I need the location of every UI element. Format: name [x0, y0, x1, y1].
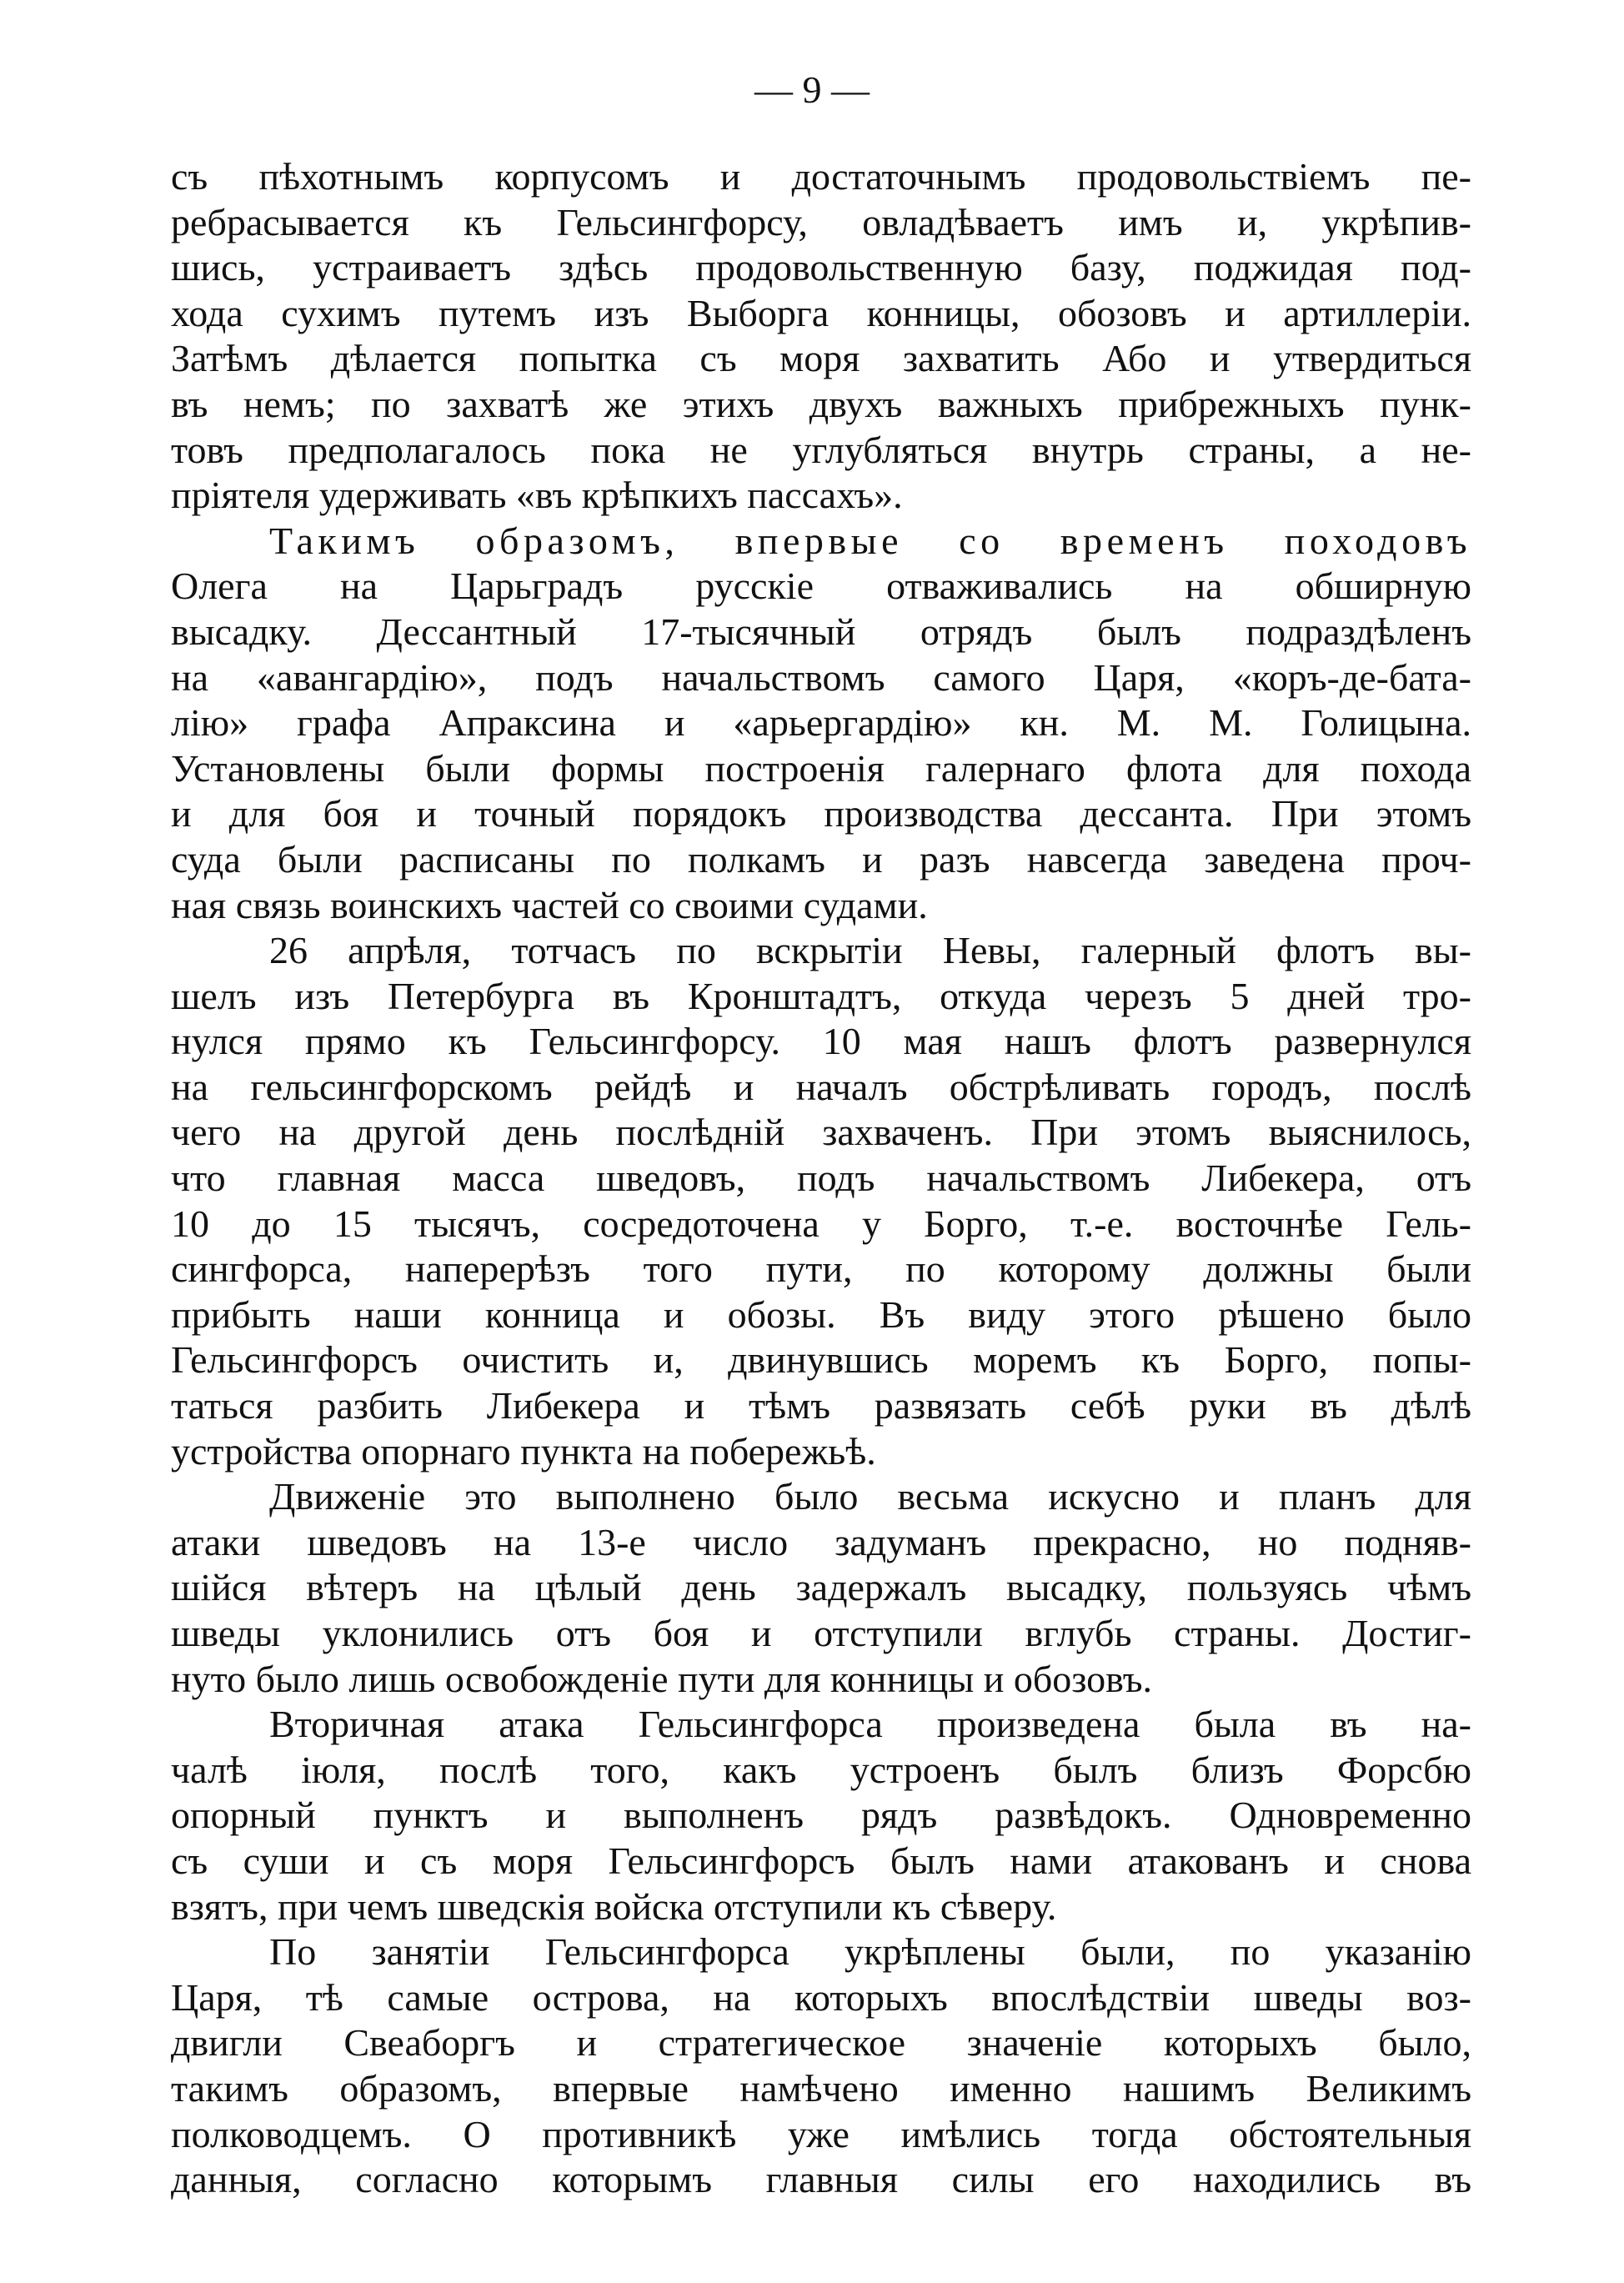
text-line: данныя, согласно которымъ главныя силы его находились въ — [171, 2158, 1471, 2201]
text-line: По занятіи Гельсингфорса укрѣплены были, по указанію — [269, 1930, 1471, 1974]
text-line: Гельсингфорсъ очистить и, двинувшись моремъ къ Борго, попы- — [171, 1338, 1471, 1382]
text-line: шелъ изъ Петербурга въ Кронштадтъ, откуда черезъ 5 дней тро- — [171, 974, 1471, 1017]
text-line: шведы уклонились отъ боя и отступили вглубь страны. Достиг- — [171, 1612, 1471, 1654]
text-line: что главная масса шведовъ, подъ начальствомъ Либекера, отъ — [171, 1157, 1471, 1200]
text-line: полководцемъ. О противникѣ уже имѣлись тогда обстоятельныя — [171, 2112, 1471, 2155]
text-line: устройства опорнаго пункта на побережьѣ. — [171, 1429, 876, 1473]
text-line: ребрасывается къ Гельсингфорсу, овладѣваетъ имъ и, укрѣпив- — [171, 200, 1471, 243]
text-line: Затѣмъ дѣлается попытка съ моря захватить Або и утвердиться — [171, 337, 1471, 380]
text-line: съ суши и съ моря Гельсингфорсъ былъ нами атакованъ и снова — [171, 1839, 1471, 1882]
text-line: шійся вѣтеръ на цѣлый день задержалъ высадку, пользуясь чѣмъ — [171, 1566, 1471, 1609]
text-line: двигли Свеаборгъ и стратегическое значеніе которыхъ было, — [171, 2021, 1471, 2065]
paragraph-1 — [171, 154, 1471, 519]
text-line: атаки шведовъ на 13-е число задуманъ прекрасно, но подняв- — [171, 1520, 1471, 1563]
text-line: прибыть наши конница и обозы. Въ виду этого рѣшено было — [171, 1292, 1471, 1336]
paragraph-6 — [171, 1929, 1471, 2203]
text-line: чего на другой день послѣдній захваченъ. При этомъ выяснилось, — [171, 1111, 1471, 1154]
paragraph-2 — [171, 519, 1471, 928]
text-line: въ немъ; по захватѣ же этихъ двухъ важныхъ прибрежныхъ пунк- — [171, 382, 1471, 425]
page-number: — 9 — — [754, 68, 870, 111]
paragraph-4 — [171, 1474, 1471, 1702]
text-line: чалѣ іюля, послѣ того, какъ устроенъ былъ близъ Форсбю — [171, 1748, 1471, 1791]
text-line: пріятеля удерживать «въ крѣпкихъ пассахъ». — [171, 474, 903, 517]
text-line: 10 до 15 тысячъ, сосредоточена у Борго, т.-е. восточнѣе Гель- — [171, 1202, 1471, 1245]
text-line: нулся прямо къ Гельсингфорсу. 10 мая нашъ флотъ развернулся — [171, 1020, 1471, 1063]
text-line: опорный пунктъ и выполненъ рядъ развѣдокъ. Одновременно — [171, 1794, 1471, 1837]
body-text — [171, 154, 1471, 2203]
text-line: съ пѣхотнымъ корпусомъ и достаточнымъ продовольствіемъ пе- — [171, 155, 1471, 198]
text-line: Установлены были формы построенія галернаго флота для похода — [171, 746, 1471, 790]
text-line: лію» графа Апраксина и «арьергардію» кн. М. М. Голицына. — [171, 701, 1471, 745]
text-line: Царя, тѣ самые острова, на которыхъ впослѣдствіи шведы воз- — [171, 1975, 1471, 2019]
text-line: хода сухимъ путемъ изъ Выборга конницы, обозовъ и артиллеріи. — [171, 291, 1471, 334]
text-line: высадку. Дессантный 17-тысячный отрядъ былъ подраздѣленъ — [171, 610, 1471, 653]
text-line: Вторичная атака Гельсингфорса произведена была въ на- — [269, 1703, 1471, 1746]
text-line: таться разбить Либекера и тѣмъ развязать себѣ руки въ дѣлѣ — [171, 1384, 1471, 1428]
text-line: суда были расписаны по полкамъ и разъ навсегда заведена проч- — [171, 837, 1471, 881]
text-line: 26 апрѣля, тотчасъ по вскрытіи Невы, галерный флотъ вы- — [269, 929, 1471, 972]
text-line: Движеніе это выполнено было весьма искусно и планъ для — [269, 1475, 1471, 1518]
text-line: нуто было лишь освобожденіе пути для конницы и обозовъ. — [171, 1657, 1153, 1700]
paragraph-3 — [171, 928, 1471, 1474]
text-line: товъ предполагалось пока не углубляться внутрь страны, а не- — [171, 428, 1471, 471]
text-line: на гельсингфорскомъ рейдѣ и началъ обстрѣливать городъ, послѣ — [171, 1065, 1471, 1108]
text-line: взятъ, при чемъ шведскія войска отступили къ сѣверу. — [171, 1884, 1057, 1928]
text-line: ная связь воинскихъ частей со своими судами. — [171, 883, 928, 926]
text-line: сингфорса, наперерѣзъ того пути, по которому должны были — [171, 1247, 1471, 1291]
text-line: Олега на Царьградъ русскіе отваживались на обширную — [171, 564, 1471, 608]
text-line: и для боя и точный порядокъ производства дессанта. При этомъ — [171, 792, 1471, 835]
text-line: на «авангардію», подъ начальствомъ самого Царя, «коръ-де-бата- — [171, 655, 1471, 699]
paragraph-5 — [171, 1702, 1471, 1929]
text-line: такимъ образомъ, впервые намѣчено именно нашимъ Великимъ — [171, 2066, 1471, 2110]
text-line: Такимъ образомъ, впервые со временъ походовъ — [269, 519, 1471, 562]
text-line: шись, устраиваетъ здѣсь продовольственную базу, поджидая под- — [171, 246, 1471, 289]
